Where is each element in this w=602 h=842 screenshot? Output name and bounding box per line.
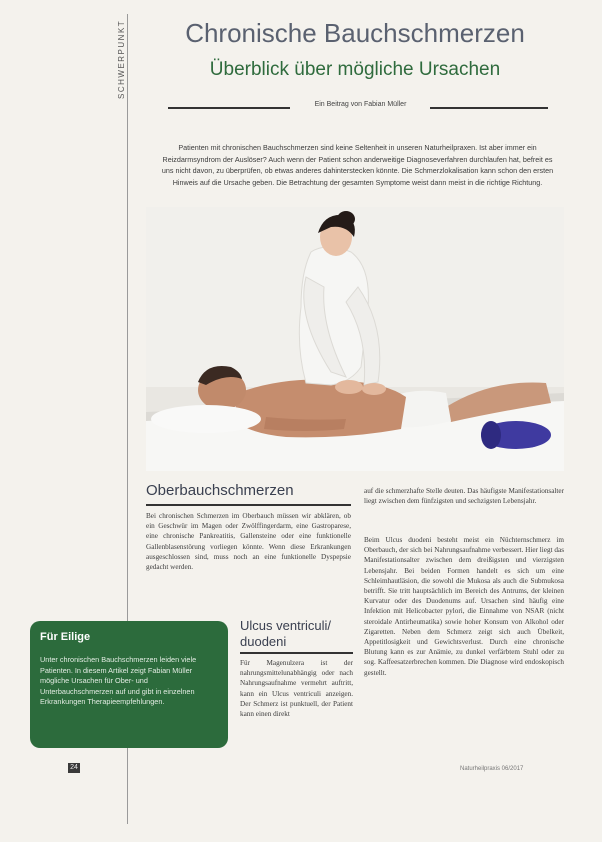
article-photo [146,207,564,471]
page-subtitle: Überblick über mögliche Ursachen [209,59,501,80]
byline-rule-right [430,107,548,109]
intro-paragraph: Patienten mit chronischen Bauchschmerzen sind keine Seltenheit in unseren Naturheilpraxen. Ist aber immer ein Reizdarmsyndrom der Auslöser? Auch wenn der Patient schon anderweitige Diagnoseverfahren durchlaufen hat, befreit es uns nicht davon, zu überprüfen, ob etwas anderes dahinterstecken könnte. Die Schmerzlokalisation kann schon den ersten Hinweis auf die Ursache geben. Die Betrachtung der gesamten Symptome weist dann meist in die richtige Richtung. [161,143,554,187]
summary-box [30,621,228,748]
column-3-text-a: auf die schmerzhafte Stelle deuten. Das häufigste Manifestationsalter liegt zwischen dem fünfzigsten und sechzigsten Lebensjahr. [364,487,564,506]
photo-illustration [146,207,564,471]
section-label: SCHWERPUNKT [117,20,126,100]
column-2-text: Für Magenulzera ist der nahrungsmittelunabhängig oder nach Nahrungsaufnahme vermehrt auftritt, kann ein Ulcus ventriculi anzeigen. Der Schmerz ist punktuell, der Patient kann einen direkt [240,659,353,719]
summary-box-text: Unter chronischen Bauchschmerzen leiden viele Patienten. In diesem Artikel zeigt Fabian Müller mögliche Ursachen für Ober- und Unterbauchschmerzen auf und gibt in einzelnen Erkrankungen Therapieempfehlungen. [40,655,197,706]
section-heading: Oberbauchschmerzen [146,482,294,499]
summary-box-title: Für Eilige [40,631,91,643]
column-1-text: Bei chronischen Schmerzen im Oberbauch müssen wir abklären, ob ein Geschwür im Magen oder Zwölffingerdarm, eine Gastroparese, eine chronische Pankreatitis, Gallensteine oder eine funktionelle Gallenblasenstörung vorliegen könnte. Wenn diese Erkrankungen ausgeschlossen sind, muss noch an eine funktionelle Dyspepsie gedacht werden. [146,512,351,572]
byline-rule-left [168,107,290,109]
page-number: 24 [68,763,80,773]
ulcus-rule [240,652,353,654]
section-rule [146,504,351,506]
ulcus-heading: Ulcus ventriculi/ duodeni [240,618,332,649]
footer-journal: Naturheilpraxis 06/2017 [460,766,524,772]
byline: Ein Beitrag von Fabian Müller [314,101,407,108]
page-title: Chronische Bauchschmerzen [185,18,525,48]
byline-row [168,100,548,114]
column-3-text-b: Beim Ulcus duodeni besteht meist ein Nüchternschmerz im Oberbauch, der sich bei Nahrungsaufnahme verbessert. Hier liegt das Manifestationsalter zwischen dem dreißigsten und vierzigsten Lebensjahr. Bei beiden Formen handelt es sich um eine Schleimhautläsion, die sowohl die Mukosa als auch die Submukosa betrifft. Sie tritt hauptsächlich im Bereich des Antrums, der kleinen Kurvatur oder des Duodenums auf. Ursachen sind häufig eine Infektion mit Helicobacter pylori, die Einnahme von NSAR (nicht steroidale Antirheumatika) sowie hoher Konsum von Alkohol oder Zigaretten. Neben dem Schmerz zeigt sich auch Übelkeit, Appetitlosigkeit und Gewichtsverlust. Durch eine chronische Blutung kann es zur Anämie, zu dunkel verfärbtem Stuhl oder zu sog. Kaffeesatzerbrechen kommen. Die Diagnose wird endoskopisch gestellt. [364,536,564,677]
